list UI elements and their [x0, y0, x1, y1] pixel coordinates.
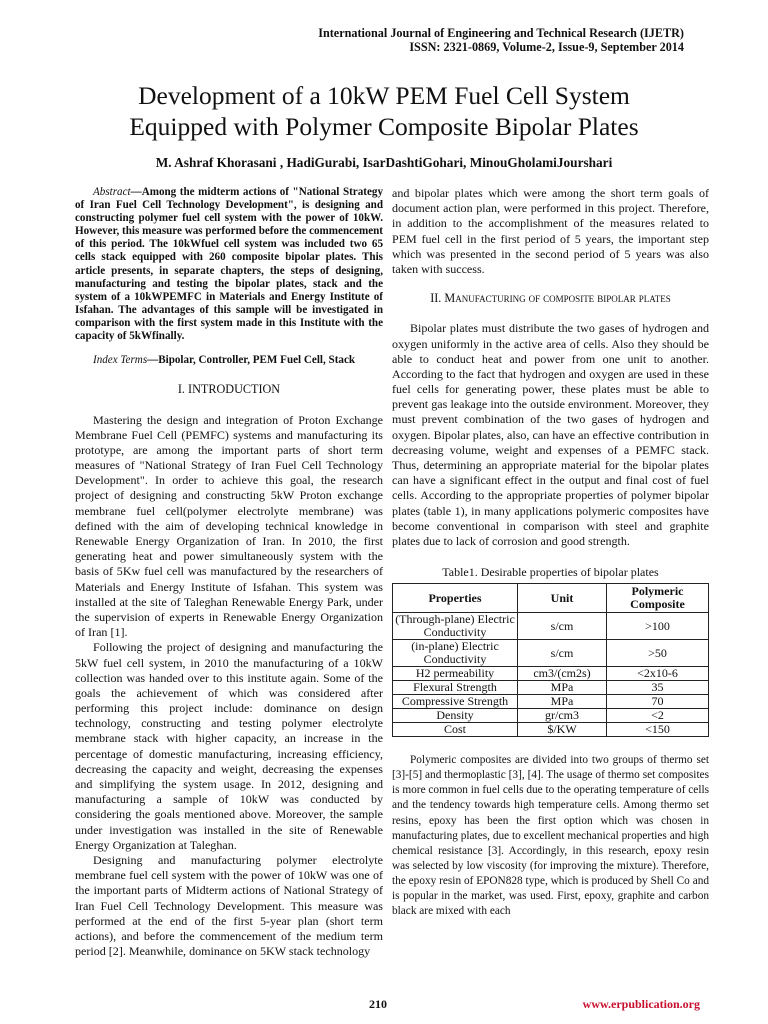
table-cell: 70	[607, 695, 709, 709]
index-terms-text: —Bipolar, Controller, PEM Fuel Cell, Stack	[147, 354, 356, 367]
index-terms	[75, 353, 383, 368]
table-cell: (Through-plane) Electric Conductivity	[393, 613, 518, 640]
table-cell: s/cm	[518, 640, 607, 667]
table-header-cell: Polymeric Composite	[607, 584, 709, 613]
properties-table	[392, 583, 709, 737]
table-header-cell: Properties	[393, 584, 518, 613]
authors: M. Ashraf Khorasani , HadiGurabi, IsarDashtiGohari, MinouGholamiJourshari	[155, 155, 613, 170]
page-number: 210	[369, 997, 387, 1011]
section-heading-introduction: I. INTRODUCTION	[177, 382, 281, 397]
title-line-1: Development of a 10kW PEM Fuel Cell System	[138, 81, 630, 110]
left-column	[75, 186, 383, 959]
section-title: Manufacturing of composite bipolar plates	[444, 291, 671, 306]
table-cell: H2 permeability	[393, 667, 518, 681]
table-cell: s/cm	[518, 613, 607, 640]
paragraph: Following the project of designing and manufacturing the 5kW fuel cell system, in 2010 the manufacturing of a 10kW collection was handed over to this institute again. Some of the goals the achievement of which was considered after performing this project include: dominance on design technology, constructing and testing polymer electrolyte membrane stack with higher capacity, an increase in the percentage of domestic manufacturing, increasing efficiency, decreasing the capacity and weight, decreasing the expenses and simplifying the system usage. In 2012, designing and manufacturing a sample of 10kW was conducted by considering the goals mentioned above. Moreover, the sample under investigation was installed in the site of Renewable Energy Organization at Taleghan.	[75, 640, 383, 852]
table-cell: Density	[393, 709, 518, 723]
table-row	[393, 709, 709, 723]
table-cell: Compressive Strength	[393, 695, 518, 709]
table-cell: 35	[607, 681, 709, 695]
paragraph: Designing and manufacturing polymer electrolyte membrane fuel cell system with the power of 10kW was one of the important parts of Midterm actions of National Strategy of Iran Fuel Cell Technology Development. This measure was performed at the end of the first 5-year plan (short term actions), and before the commencement of the medium term period [2]. Meanwhile, dominance on 5KW stack technology	[75, 852, 383, 959]
table-row	[393, 723, 709, 737]
journal-issn: ISSN: 2321-0869, Volume-2, Issue-9, September 2014	[409, 40, 684, 54]
table-cell: <2x10-6	[607, 667, 709, 681]
journal-header	[318, 26, 684, 54]
footer-url-link[interactable]: www.erpublication.org	[582, 997, 700, 1011]
table-cell: MPa	[518, 695, 607, 709]
table-cell: (in-plane) Electric Conductivity	[393, 640, 518, 667]
table-cell: MPa	[518, 681, 607, 695]
paragraph: Bipolar plates must distribute the two gases of hydrogen and oxygen uniformly in the active area of cells. Also they should be able to conduct heat and power from one unit to another. According to the fact that hydrogen and oxygen are used in these fuel cells for generating power, these plates must be able to prevent gas leakage into the outside environment. Moreover, they must prevent combination of the two gases of hydrogen and oxygen. Bipolar plates, also, can have an effective contribution in decreasing volume, weight and expenses of a PEMFC stack. Thus, determining an appropriate material for the bipolar plates can have a significant effect in the output and final cost of fuel cells. According to the appropriate properties of polymer bipolar plates (table 1), in many applications polymeric composites have become conventional in comparison with steel and graphite plates due to lack of corrosion and good strength.	[392, 321, 709, 548]
table-cell: cm3/(cm2s)	[518, 667, 607, 681]
section-number: II.	[430, 291, 445, 306]
paragraph: Polymeric composites are divided into two groups of thermo set [3]-[5] and thermoplastic [3], [4]. The usage of thermo set composites is more common in fuel cells due to the operating temperature of cells and the tendency towards high temperature cells. Among thermo set resins, epoxy has been the first option which was chosen in manufacturing plates, due to excellent mechanical properties and high chemical resistance [3]. Accordingly, in this research, epoxy resin was selected by low viscosity (for improving the mixture). Therefore, the epoxy resin of EPON828 type, which is produced by Shell Co and is popular in the market, was used. First, epoxy, graphite and carbon black are mixed with each	[392, 754, 709, 917]
table-cell: Flexural Strength	[393, 681, 518, 695]
table-cell: Cost	[393, 723, 518, 737]
table-row	[393, 681, 709, 695]
table-row	[393, 695, 709, 709]
paragraph: Mastering the design and integration of Proton Exchange Membrane Fuel Cell (PEMFC) systems and manufacturing its prototype, are among the important parts of short term measures of "National Strategy of Iran Fuel Cell Technology Development". In order to achieve this goal, the research project of designing and constructing 5kW Proton exchange membrane fuel cell(polymer electrolyte membrane) was defined with the aim of developing technical knowledge in Renewable Energy Organization of Iran. In 2010, the first generating heat and power simultaneously system with the basis of 5Kw fuel cell was manufactured by the researchers of Materials and Energy Institute of Isfahan. This system was installed at the site of Taleghan Renewable Energy Park, under the supervision of experts in Renewable Energy Organization of Iran [1].	[75, 412, 383, 640]
title-line-2: Equipped with Polymer Composite Bipolar Plates	[129, 112, 639, 141]
journal-name: International Journal of Engineering and Technical Research (IJETR)	[318, 26, 684, 40]
table-cell: gr/cm3	[518, 709, 607, 723]
table-row	[393, 640, 709, 667]
table-cell: $/KW	[518, 723, 607, 737]
abstract-text: —Among the midterm actions of "National Strategy of Iran Fuel Cell Technology Development", is designing and constructing polymer fuel cell system with the power of 10kW. However, this measure was performed before the commencement of this period. The 10kWfuel cell system was included two 65 cells stack equipped with 260 composite bipolar plates. This article presents, in separate chapters, the steps of designing, manufacturing and testing the bipolar plates, stack and the system of a 10kWPEMFC in Materials and Energy Institute of Isfahan. The advantages of this sample will be investigated in comparison with the first system made in this Institute with the capacity of 5kWfinally.	[75, 186, 383, 343]
table-cell: <150	[607, 723, 709, 737]
right-column	[392, 186, 709, 919]
table-row	[393, 613, 709, 640]
abstract	[75, 186, 383, 343]
table-header-cell: Unit	[518, 584, 607, 613]
table-cell: >50	[607, 640, 709, 667]
index-terms-label: Index Terms	[93, 354, 148, 367]
table-cell: <2	[607, 709, 709, 723]
section-heading-manufacturing	[392, 291, 709, 306]
paragraph: and bipolar plates which were among the short term goals of document action plan, were performed in this project. Therefore, in addition to the accomplishment of the measures related to PEM fuel cell in the first period of 5 years, the important step which was presented in the second period of 5 years was also taken with success.	[392, 186, 709, 276]
table-header-row	[393, 584, 709, 613]
table-caption: Table1. Desirable properties of bipolar plates	[442, 565, 659, 580]
paper-title	[40, 80, 728, 142]
abstract-label: Abstract	[93, 186, 131, 198]
table-cell: >100	[607, 613, 709, 640]
table-row	[393, 667, 709, 681]
